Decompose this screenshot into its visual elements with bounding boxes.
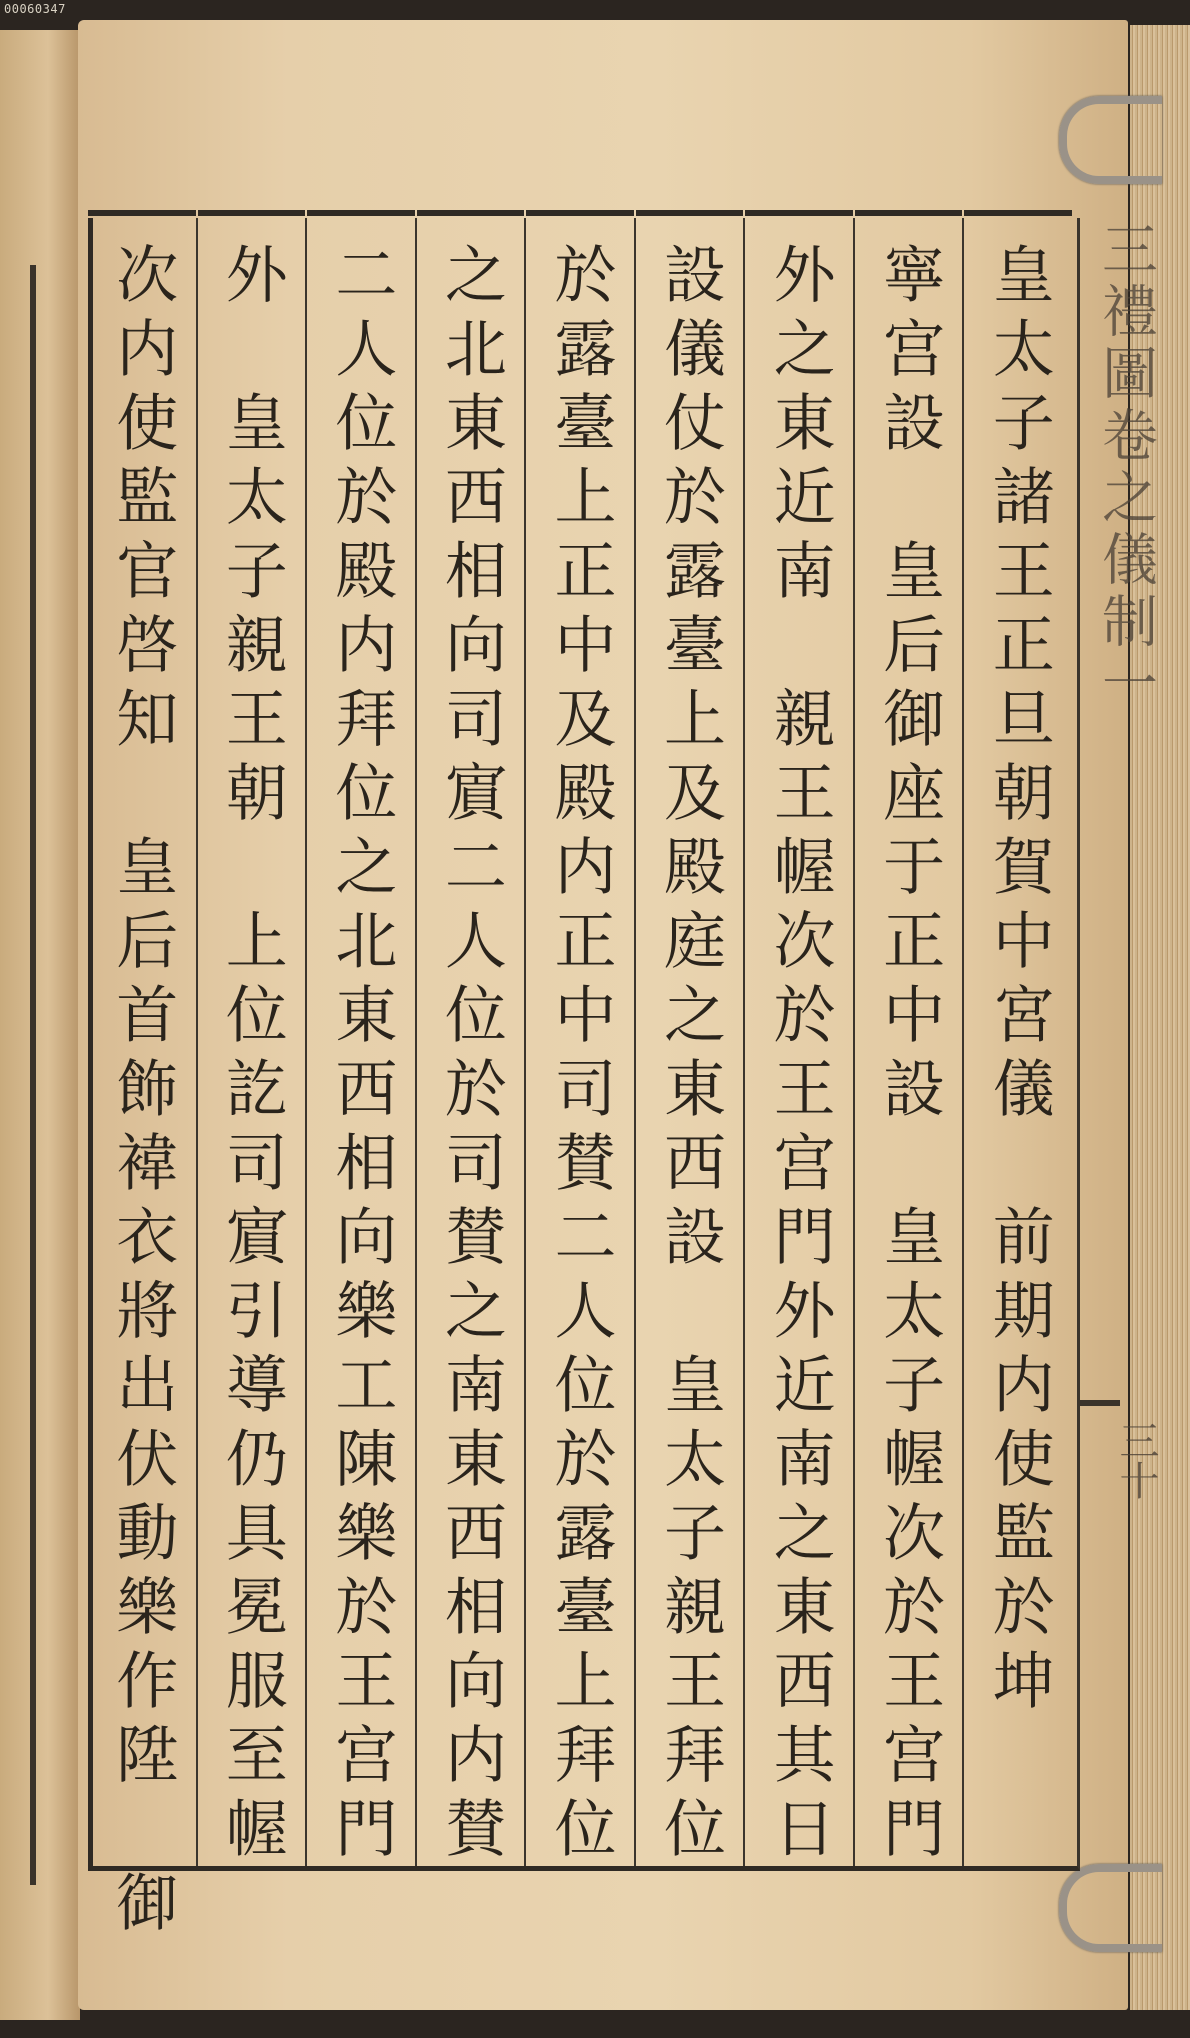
- fishtail-mark: [1080, 1400, 1120, 1406]
- column-text: 於露臺上正中及殿内正中司賛二人位於露臺上拜位: [543, 242, 617, 1870]
- binder-clip-bottom: [1059, 1864, 1162, 1952]
- text-column: [634, 218, 744, 1870]
- text-columns: [88, 218, 1072, 1944]
- text-column: [196, 218, 306, 1870]
- left-page-edge: [0, 30, 80, 2020]
- text-column: [305, 218, 415, 1870]
- column-text: 設儀仗於露臺上及殿庭之東西設 皇太子親王拜位: [653, 242, 727, 1870]
- text-column: [853, 218, 963, 1870]
- column-text: 外 皇太子親王朝 上位訖司賔引導仍具冕服至幄: [215, 242, 289, 1870]
- column-text: 皇太子諸王正旦朝賀中宮儀 前期内使監於坤: [982, 242, 1056, 1722]
- text-column: [415, 218, 525, 1870]
- column-text: 次内使監官啓知 皇后首飾褘衣將出伏動樂作陞 御: [105, 242, 179, 1944]
- column-text: 外之東近南 親王幄次於王宫門外近南之東西其日: [763, 242, 837, 1870]
- text-column: [962, 218, 1072, 1866]
- column-text: 之北東西相向司賔二人位於司賛之南東西相向内賛: [434, 242, 508, 1870]
- text-column: [524, 218, 634, 1870]
- left-page-frame: [2, 265, 36, 1885]
- column-text: 二人位於殿内拜位之北東西相向樂工陳樂於王宫門: [324, 242, 398, 1870]
- binder-clip-top: [1059, 96, 1162, 184]
- catalog-id: 00060347: [4, 2, 66, 16]
- text-column: [743, 218, 853, 1870]
- block-header: 三禮圖卷之儀制一: [1093, 220, 1158, 716]
- text-column: [88, 218, 196, 1944]
- folio-number: 三十: [1113, 1420, 1159, 1500]
- column-text: 寧宫設 皇后御座于正中設 皇太子幄次於王宫門: [872, 242, 946, 1870]
